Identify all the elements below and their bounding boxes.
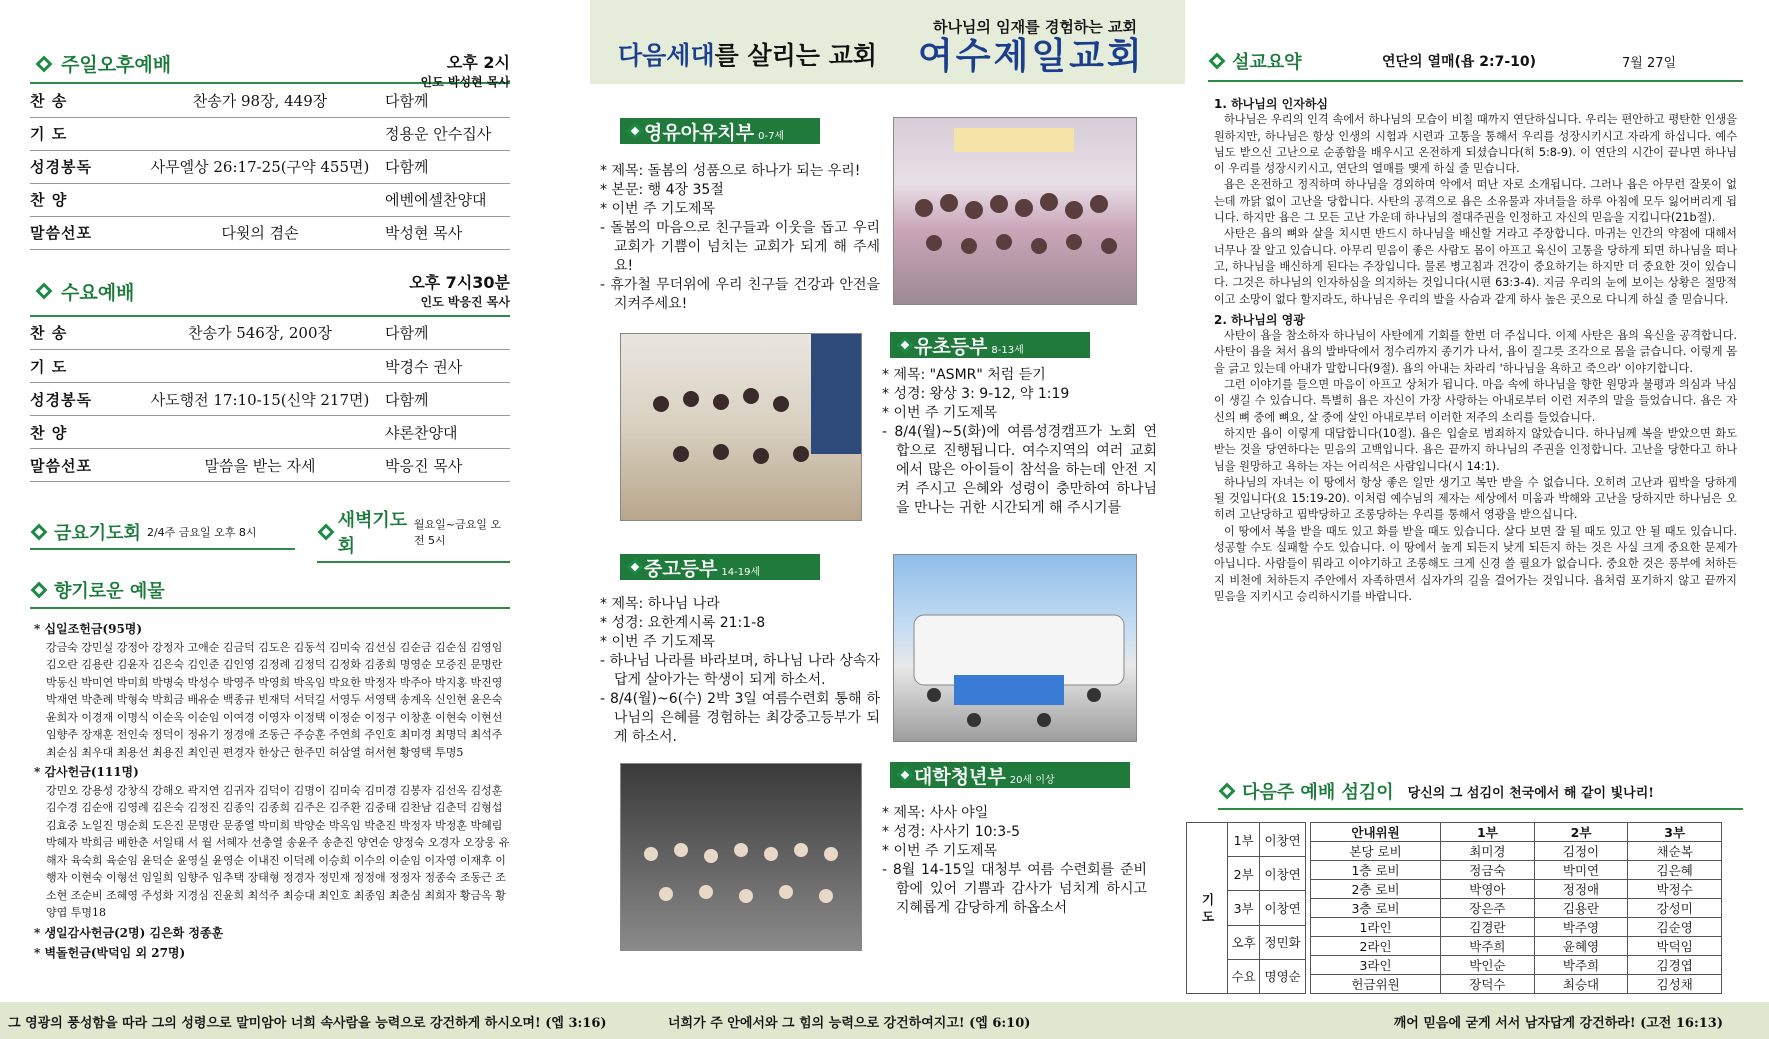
list-item [600,614,880,633]
group-photo-graphic [894,118,1137,305]
bullet-mark: * [882,367,894,383]
prayer-service: 1부 [1228,823,1260,857]
list-item-text: 이번 주 기도제목 [893,405,998,421]
usher-name: 박덕임 [1628,937,1722,956]
worship-role: 기 도 [30,117,135,150]
prayer-service: 2부 [1228,857,1260,891]
usher-head: 1부 [1441,823,1535,842]
prayer-person: 이창연 [1260,891,1306,925]
youth-photo [893,554,1137,742]
worship-role: 성경봉독 [30,150,135,183]
worship-person: 박응진 목사 [385,449,510,482]
worship-content: 다윗의 겸손 [135,216,385,249]
sunday-title-text: 주일오후예배 [61,54,172,76]
right-column [1200,0,1743,992]
footer-verse-2: 너희가 주 안에서와 그 힘의 능력으로 강건하여지고! (엡 6:10) [668,1016,1031,1031]
usher-name: 정정애 [1534,880,1628,899]
usher-head-row [1311,823,1722,842]
sunday-title [35,50,171,77]
elementary-photo [620,333,862,521]
bullet-mark: * [882,405,894,421]
left-column [30,0,510,963]
college-photo [620,763,862,951]
sunday-header [30,0,510,89]
usher-name: 장은주 [1441,899,1535,918]
list-item [882,366,1157,385]
diamond-icon [35,282,53,300]
list-item [600,276,880,314]
youth-title-text: 중고등부 [644,557,718,580]
usher-row [1311,956,1722,975]
usher-name: 정금숙 [1441,861,1535,880]
youth-title [620,554,820,580]
usher-name: 채순복 [1628,842,1722,861]
list-item [600,652,880,690]
usher-position: 헌금위원 [1311,975,1441,994]
worship-person: 박성현 목사 [385,216,510,249]
worship-person: 샤론찬양대 [385,416,510,449]
worship-row [30,416,510,449]
usher-name: 박정수 [1628,880,1722,899]
usher-name: 김용란 [1534,899,1628,918]
worship-content: 찬송가 98장, 449장 [135,84,385,117]
sermon-paragraph: 욥은 온전하고 정직하며 하나님을 경외하며 악에서 떠난 자로 소개됩니다. 그러나 욥은 아무런 잘못이 없는데 까닭 없이 고난을 당합니다. 사탄의 공격으로 욥은 소유물과 자녀들을 하루 아침에 모두 잃어버리게 됩니다. 하지만 욥은 그 모든 고난 가운데 하나님의 절대주권을 인정하고 자신의 믿음을 지킵니다(21b절). [1214,178,1737,225]
list-item [600,162,880,181]
worship-content: 말씀을 받는 자세 [135,449,385,482]
list-item-text: 제목: 사사 야일 [893,805,989,821]
usher-name: 김은혜 [1628,861,1722,880]
usher-name: 최미경 [1441,842,1535,861]
tithe-heading: * 십일조헌금(95명) [34,622,143,636]
worship-person: 에벤에셀찬양대 [385,183,510,216]
bullet-mark: - [882,862,893,878]
list-item-text: 제목: "ASMR" 처럼 듣기 [893,367,1046,383]
infant-photo [893,117,1137,305]
elementary-age: 8-13세 [991,345,1024,356]
service-header [1218,778,1743,810]
worship-content [135,117,385,150]
worship-row [30,117,510,150]
worship-role: 말씀선포 [30,216,135,249]
sermon-title: 설교요약 [1232,52,1302,73]
footer-verse-1: 그 영광의 풍성함을 따라 그의 성령으로 말미암아 너희 속사람을 능력으로 강건하게 하시오며! (엡 3:16) [8,1016,607,1031]
sermon-date: 7월 27일 [1622,55,1677,71]
list-item-text: 8/4(월)~5(화)에 여름성경캠프가 노회 연합으로 진행됩니다. 여수지역의 여러 교회에서 많은 아이들이 참석을 하는데 안전 지켜 주시고 은혜와 성령이 충만하여 하나님을 만나는 귀한 시간되게 해 주시기를 [894,424,1157,516]
worship-row [30,216,510,249]
sermon-paragraph: 하나님은 우리의 인격 속에서 하나님의 모습이 비칠 때까지 연단하십니다. 우리는 편안하고 평탄한 인생을 원하지만, 하나님은 항상 인생의 시험과 시련과 고통을 통해서 우리를 성장시키시고 자라게 하십니다. 예수님도 받으신 고난으로 순종함을 배우시고 온전하게 되셨습니다(히 5:8-9). 이 연단의 시간이 끝나면 하나님이 우리를 성장시키시고, 연단의 열매를 맺게 하실 줄 믿습니다. [1214,113,1737,176]
elementary-title [890,332,1090,358]
usher-position: 3라인 [1311,956,1441,975]
sermon-paragraph: 사탄은 욥의 뼈와 살을 치시면 반드시 하나님을 배신할 거라고 주장합니다. 마귀는 인간의 약점에 대해서 너무나 잘 알고 있습니다. 아무리 믿음이 좋은 사람도 몸이 아프고 육신이 고통을 당하게 되면 하나님을 떠나고, 하나님을 배신하게 된다는 주장입니다. 물론 병고침과 건강이 중요하기는 하지만 더 중요한 것이 있습니다. 그것은 하나님의 인자하심을 의지하는 것입니다(시편 63:3-4). 지금 우리의 눈에 보이는 상황은 절망적이고 소망이 없다 할지라도, 하나님은 우리의 발을 사슴과 같게 하사 높은 곳으로 다니게 하실 줄 믿습니다. [1214,227,1737,306]
usher-name: 박주영 [1534,918,1628,937]
bullet-mark: * [882,805,894,821]
worship-content [135,350,385,383]
list-item-text: 휴가철 무더위에 우리 친구들 건강과 안전을 지켜주세요! [610,277,880,312]
bullet-mark: * [600,201,612,217]
wednesday-leader: 인도 박응진 목사 [420,294,510,309]
worship-person: 정용운 안수집사 [385,117,510,150]
list-item-text: 하나님 나라를 바라보며, 하나님 나라 상속자답게 살아가는 학생이 되게 하소서. [609,653,880,688]
sermon-paragraph: 이 땅에서 복을 받을 때도 있고 화를 받을 때도 있습니다. 살다 보면 잘 될 때도 있고 안 될 때도 있습니다. 성공할 수도 실패할 수도 있습니다. 이 땅에서 높게 되든지 낮게 되든지 하는 것은 사실 크게 중요한 문제가 아닙니다. 사람들이 뭐라고 이야기하고 조롱해도 크게 신경 쓸 필요가 없습니다. 중요한 것은 풍부에 처하든지 비천에 처하든지 주안에서 자족하면서 십자가의 길을 걸어가는 것입니다. 욥처럼 포기하지 않고 끝까지 믿음을 지키시고 승리하시기를 바랍니다. [1214,524,1737,603]
sermon-paragraph: 하나님의 자녀는 이 땅에서 항상 좋은 일만 생기고 복만 받을 수 없습니다. 오히려 고난과 핍박을 당하게 될 것입니다(요 15:19-20). 이처럼 예수님의 제자는 세상에서 미움과 박해와 고난을 당하지만 하나님은 오히려 고난당하고 핍박당하고 조롱당하는 우리를 통해서 영광을 받으십니다. [1214,475,1737,522]
church-subtitle: 하나님의 임재를 경험하는 교회 [932,18,1137,36]
usher-position: 3층 로비 [1311,899,1441,918]
wednesday-title [35,278,134,305]
wednesday-title-text: 수요예배 [61,281,135,304]
usher-row [1311,899,1722,918]
worship-content: 사무엘상 26:17-25(구약 455면) [135,150,385,183]
friday-note: 2/4주 금요일 오후 8시 [146,526,257,539]
usher-name: 김정이 [1534,842,1628,861]
worship-row [30,183,510,216]
prayer-person: 정민화 [1260,925,1306,959]
list-item-text: 제목: 돌봄의 성품으로 하나가 되는 우리! [611,163,861,179]
worship-row [30,150,510,183]
worship-row [30,350,510,383]
usher-row [1311,861,1722,880]
usher-name: 최승대 [1534,975,1628,994]
usher-head: 2부 [1534,823,1628,842]
sunday-time [420,50,510,90]
sunday-time-text: 오후 2시 [446,53,510,72]
list-item [600,690,880,747]
prayer-meetings [30,506,510,563]
usher-name: 강성미 [1628,899,1722,918]
elementary-title-text: 유초등부 [914,335,988,358]
church-header [590,0,1185,84]
usher-position: 2층 로비 [1311,880,1441,899]
infant-age: 0-7세 [758,131,785,142]
sermon-header [1208,48,1743,82]
bullet-mark: - [600,653,610,669]
worship-role: 기 도 [30,350,135,383]
list-item [600,633,880,652]
infant-title [620,118,820,144]
footer-verses [0,1002,1769,1039]
sermon-point-2: 2. 하나님의 영광 [1214,312,1305,327]
wednesday-header [30,250,510,315]
list-item [882,804,1147,823]
college-title-text: 대학청년부 [914,765,1006,788]
usher-name: 김순영 [1628,918,1722,937]
list-item [882,423,1157,518]
list-item [600,181,880,200]
infant-list [600,162,880,314]
list-item-text: 본문: 행 4장 35절 [611,182,724,198]
slogan [618,36,877,72]
thanks-heading: * 감사헌금(111명) [34,765,139,779]
college-list [882,804,1147,918]
worship-person: 다함께 [385,383,510,416]
usher-name: 박미연 [1534,861,1628,880]
list-item-text: 성경: 왕상 3: 9-12, 약 1:19 [893,386,1070,402]
wednesday-order-table [30,317,510,483]
prayer-table [1186,822,1306,994]
group-photo-graphic [621,334,862,521]
bullet-mark: * [600,615,612,631]
diamond-icon [317,523,332,541]
usher-name: 박영아 [1441,880,1535,899]
bullet-mark: * [600,163,612,179]
bullet-mark: * [882,386,894,402]
worship-role: 찬 양 [30,183,135,216]
diamond-icon [626,122,644,140]
diamond-icon [626,558,644,576]
bullet-mark: * [882,824,894,840]
usher-name: 박인순 [1441,956,1535,975]
usher-row [1311,918,1722,937]
usher-name: 윤혜영 [1534,937,1628,956]
sermon-paragraph: 사탄이 욥을 참소하자 하나님이 사탄에게 기회를 한번 더 주십니다. 이제 사탄은 욥의 육신을 공격합니다. 사탄이 욥을 쳐서 욥의 발바닥에서 정수리까지 종기가 나서, 욥이 질그릇 조각으로 몸을 긁습니다. 이렇게 몸을 긁고 있는데 아내가 말합니다(9절). 욥의 아내는 차라리 '하나님을 욕하고 죽으라' 이야기합니다. [1214,329,1737,375]
offering-list [30,621,510,963]
prayer-person: 이창연 [1260,823,1306,857]
bullet-mark: * [600,634,612,650]
elementary-list [882,366,1157,518]
list-item [882,842,1147,861]
worship-role: 말씀선포 [30,449,135,482]
birthday-offering: * 생일감사헌금(2명) 김은화 정종훈 [34,925,224,940]
prayer-person: 명영순 [1260,959,1306,993]
usher-table [1310,822,1722,994]
usher-name: 김경엽 [1628,956,1722,975]
bullet-mark: - [882,424,895,440]
worship-role: 찬 양 [30,416,135,449]
service-motto: 당신의 그 섬김이 천국에서 해 같이 빛나리! [1407,785,1654,801]
worship-person: 다함께 [385,317,510,350]
worship-person: 박경수 권사 [385,350,510,383]
diamond-icon [1218,782,1236,800]
bullet-mark: - [600,277,611,293]
diamond-icon [30,523,48,541]
list-item-text: 이번 주 기도제목 [893,843,998,859]
list-item-text: 성경: 사사기 10:3-5 [893,824,1021,840]
sunday-leader: 인도 박성현 목사 [420,75,510,89]
usher-name: 박주희 [1441,937,1535,956]
list-item [600,219,880,276]
usher-position: 본당 로비 [1311,842,1441,861]
group-photo-graphic [621,764,862,951]
worship-role: 성경봉독 [30,383,135,416]
usher-position: 1라인 [1311,918,1441,937]
sunday-order-table [30,84,510,250]
wednesday-time [409,270,510,310]
wednesday-time-text: 오후 7시30분 [409,272,510,292]
group-photo-graphic [894,555,1137,742]
worship-role: 찬 송 [30,84,135,117]
church-name: 여수제일교회 [918,36,1145,77]
list-item [882,823,1147,842]
worship-content [135,416,385,449]
service-title: 다음주 예배 섬김이 [1242,782,1394,803]
usher-row [1311,880,1722,899]
prayer-service: 수요 [1228,959,1260,993]
offering-header [30,577,510,609]
prayer-label: 기 도 [1187,823,1228,994]
diamond-icon [1208,52,1226,70]
worship-person: 다함께 [385,150,510,183]
list-item [600,200,880,219]
college-age: 20세 이상 [1009,775,1055,786]
list-item-text: 이번 주 기도제목 [611,634,716,650]
slogan-rest: 를 살리는 교회 [714,41,877,70]
footer-verse-3: 깨어 믿음에 굳게 서서 남자답게 강건하라! (고전 16:13) [1393,1016,1723,1031]
worship-row [30,383,510,416]
dawn-note: 월요일~금요일 오전 5시 [413,518,501,547]
middle-column [590,0,1185,916]
diamond-icon [35,55,53,73]
usher-name: 장덕수 [1441,975,1535,994]
usher-row [1311,937,1722,956]
usher-position: 2라인 [1311,937,1441,956]
worship-content [135,183,385,216]
usher-head: 3부 [1628,823,1722,842]
sermon-passage: 연단의 열매(욥 2:7-10) [1382,54,1537,70]
bullet-mark: * [600,596,612,612]
service-tables [1186,822,1722,994]
bullet-mark: * [882,843,894,859]
infant-title-text: 영유아유치부 [644,121,755,144]
prayer-person: 이창연 [1260,857,1306,891]
usher-head: 안내위원 [1311,823,1441,842]
usher-row [1311,975,1722,994]
friday-prayer [30,519,295,550]
youth-list [600,595,880,747]
diamond-icon [896,336,914,354]
worship-person: 다함께 [385,84,510,117]
list-item-text: 8월 14-15일 대청부 여름 수련회를 준비함에 있어 기쁨과 감사가 넘치게 하시고 지혜롭게 감당하게 하옵소서 [892,862,1147,916]
offering-title: 향기로운 예물 [54,581,165,602]
brick-offering: * 벽돌헌금(박덕임 외 27명) [34,946,186,960]
worship-row [30,317,510,350]
list-item [882,861,1147,918]
list-item [882,404,1157,423]
worship-content: 사도행전 17:10-15(신약 217면) [135,383,385,416]
list-item-text: 성경: 요한계시록 21:1-8 [611,615,766,631]
list-item-text: 이번 주 기도제목 [611,201,716,217]
prayer-row [1187,823,1306,857]
sermon-point-1: 1. 하나님의 인자하심 [1214,97,1329,111]
diamond-icon [30,581,48,599]
bullet-mark: - [600,691,611,707]
friday-title: 금요기도회 [54,523,141,544]
usher-name: 김성채 [1628,975,1722,994]
sermon-paragraph: 그런 이야기를 들으면 마음이 아프고 상처가 됩니다. 마음 속에 하나님을 향한 원망과 불평과 의심과 낙심이 생길 수 있습니다. 특별히 욥은 자신이 가장 사랑하는 아내로부터 이런 저주의 말을 들었습니다. 욥은 자신의 뼈 중에 뼈요, 살 중에 살인 아내로부터 이러한 저주의 소리를 들었습니다. [1214,378,1737,424]
dawn-title: 새벽기도회 [337,510,408,557]
usher-name: 박주희 [1534,956,1628,975]
worship-content: 찬송가 546장, 200장 [135,317,385,350]
usher-name: 김경란 [1441,918,1535,937]
sermon-body [1208,96,1743,605]
usher-row [1311,842,1722,861]
thanks-names: 강민오 강용성 강창식 강해오 곽지연 김귀자 김덕이 김명이 김미숙 김미경 김봉자 김선옥 김성훈 김수경 김순애 김영례 김은숙 김정진 김종익 김종희 김주은 김주환 김중태 김찬남 김춘덕 김형섭 김효중 노일진 명순희 도은진 문명란 문종열 박미희 박양순 박옥임 박춘진 박정자 박정훈 박혜림 박혜자 박희금 배한춘 서일태 서 월 서혜자 선충열 송윤주 송춘진 양연순 양정숙 오경자 오장웅 유해자 육숙희 육순임 윤덕순 윤영실 윤영순 이내진 이덕례 이승희 이수의 이순임 이자영 이재후 이행자 이현숙 이형선 임일희 임향주 임추택 장태형 정경자 정민재 정정애 정정자 정종숙 조동근 조소현 조순비 조혜영 주성화 지경심 진윤희 최석주 최승대 최인호 최종임 최춘심 최희자 황금옥 황양엽 투명18 [46,783,510,919]
slogan-highlight: 다음세대 [618,41,715,70]
list-item-text: 제목: 하나님 나라 [611,596,720,612]
sermon-paragraph: 하지만 욥이 이렇게 대답합니다(10절). 욥은 입술로 범죄하지 않았습니다. 하나님께 복을 받았으면 화도 받는 것을 당연하다는 믿음의 고백입니다. 욥은 끝까지 하나님의 주권을 인정합니다. 고난을 당한다고 하나님을 원망하고 욕하는 자는 어리석은 사람입니다(시 14:1). [1214,426,1737,473]
worship-row [30,449,510,482]
worship-role: 찬 송 [30,317,135,350]
bullet-mark: * [600,182,612,198]
college-title [890,762,1130,788]
tithe-names: 강금숙 강민실 강정아 강정자 고애순 김금덕 김도은 김동석 김미숙 김선심 김순금 김순심 김영임 김오란 김용란 김윤자 김은숙 김인준 김인영 김정례 김정덕 김정화 김종희 명영순 모증진 문명란 박동신 박미연 박미희 박병숙 박성수 박영주 박영희 박옥임 박요한 박정자 박주아 박지홍 박진영 박재연 박춘례 박형숙 박희금 배유순 백종규 빈재덕 서덕길 서영두 서영택 송계옥 신인현 윤은숙 윤희자 이경재 이명식 이순옥 이순임 이여경 이영자 이정택 이정순 이정구 이창훈 이현숙 이현선 임향주 장재훈 전인숙 정덕이 정유기 정경애 조동근 주승훈 주연희 주인호 최미경 최명덕 최석주 최순심 최우대 최용선 최용진 최인권 편경자 한상근 한주민 허삼열 허서현 황영택 투명5 [46,640,503,759]
list-item-text: 8/4(월)~6(수) 2박 3일 여름수련회 통해 하나님의 은혜를 경험하는 최강중고등부가 되게 하소서. [610,691,880,745]
diamond-icon [896,766,914,784]
prayer-service: 오후 [1228,925,1260,959]
list-item [600,595,880,614]
usher-position: 1층 로비 [1311,861,1441,880]
list-item [882,385,1157,404]
dawn-prayer [317,506,510,563]
list-item-text: 돌봄의 마음으로 친구들과 이웃을 돕고 우리 교회가 기쁨이 넘치는 교회가 되게 해 주세요! [610,220,880,274]
prayer-service: 3부 [1228,891,1260,925]
bullet-mark: - [600,220,611,236]
youth-age: 14-19세 [721,567,761,578]
